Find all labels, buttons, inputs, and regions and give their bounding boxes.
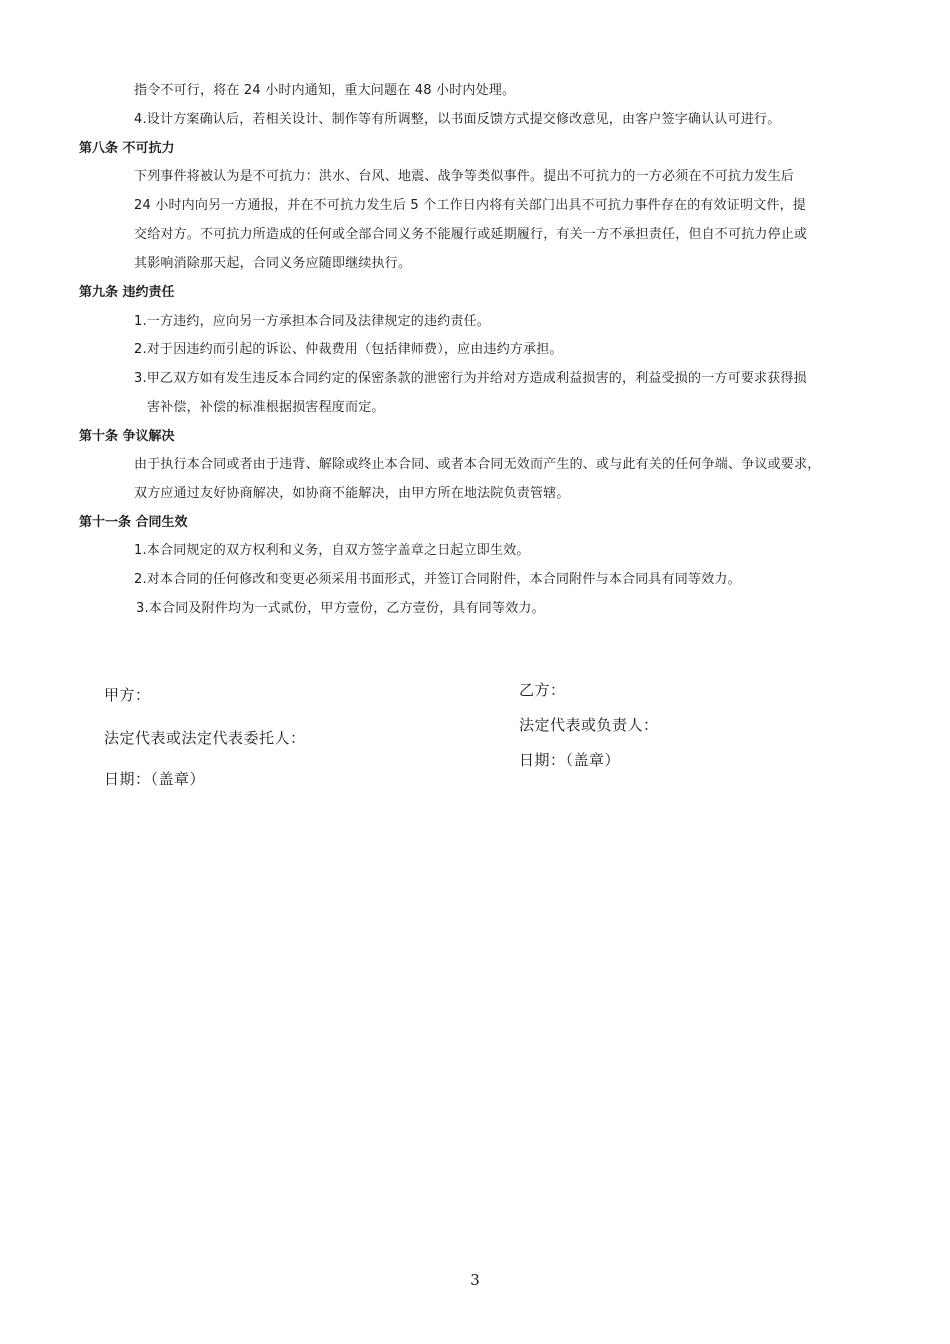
article-8-line: 24 小时内向另一方通报，并在不可抗力发生后 5 个工作日内将有关部门出具不可抗力事件存在的有效证明文件，提 — [134, 198, 807, 213]
party-a-date-seal: 日期：（盖章） — [104, 770, 206, 788]
continuation-line: 指令不可行，将在 24 小时内通知，重大问题在 48 小时内处理。 — [134, 83, 516, 98]
continuation-item-4: 4.设计方案确认后，若相关设计、制作等有所调整，以书面反馈方式提交修改意见，由客户签字确认认可进行。 — [134, 112, 781, 127]
article-9-item-1: 1.一方违约，应向另一方承担本合同及法律规定的违约责任。 — [134, 314, 491, 329]
article-8-line: 其影响消除那天起，合同义务应随即继续执行。 — [134, 256, 412, 271]
article-11-title: 第十一条 合同生效 — [79, 515, 188, 530]
page-number: 3 — [470, 1271, 480, 1289]
article-9-item-3: 3.甲乙双方如有发生违反本合同约定的保密条款的泄密行为并给对方造成利益损害的，利益受损的一方可要求获得损 — [134, 371, 807, 386]
article-9-item-2: 2.对于因违约而引起的诉讼、仲裁费用（包括律师费），应由违约方承担。 — [134, 342, 563, 357]
article-10-line: 由于执行本合同或者由于违背、解除或终止本合同、或者本合同无效而产生的、或与此有关的任何争端、争议或要求， — [134, 457, 821, 472]
party-b-representative: 法定代表或负责人： — [519, 716, 659, 734]
article-8-line: 交给对方。不可抗力所造成的任何或全部合同义务不能履行或延期履行，有关一方不承担责任，但自不可抗力停止或 — [134, 227, 808, 242]
article-11-item-2: 2.对本合同的任何修改和变更必须采用书面形式，并签订合同附件，本合同附件与本合同具有同等效力。 — [134, 572, 741, 587]
article-9-title: 第九条 违约责任 — [79, 285, 175, 300]
party-a-label: 甲方： — [104, 686, 151, 704]
party-a-representative: 法定代表或法定代表委托人： — [104, 729, 306, 747]
article-9-item-3-cont: 害补偿，补偿的标准根据损害程度而定。 — [147, 400, 385, 415]
article-11-item-3: 3.本合同及附件均为一式贰份，甲方壹份，乙方壹份，具有同等效力。 — [136, 601, 545, 616]
article-8-line: 下列事件将被认为是不可抗力：洪水、台风、地震、战争等类似事件。提出不可抗力的一方必须在不可抗力发生后 — [134, 169, 795, 184]
article-10-line: 双方应通过友好协商解决，如协商不能解决，由甲方所在地法院负责管辖。 — [134, 486, 570, 501]
article-10-title: 第十条 争议解决 — [79, 429, 175, 444]
article-11-item-1: 1.本合同规定的双方权利和义务，自双方签字盖章之日起立即生效。 — [134, 543, 530, 558]
party-b-date-seal: 日期：（盖章） — [519, 751, 621, 769]
party-b-label: 乙方： — [519, 681, 566, 699]
article-8-title: 第八条 不可抗力 — [79, 141, 175, 156]
